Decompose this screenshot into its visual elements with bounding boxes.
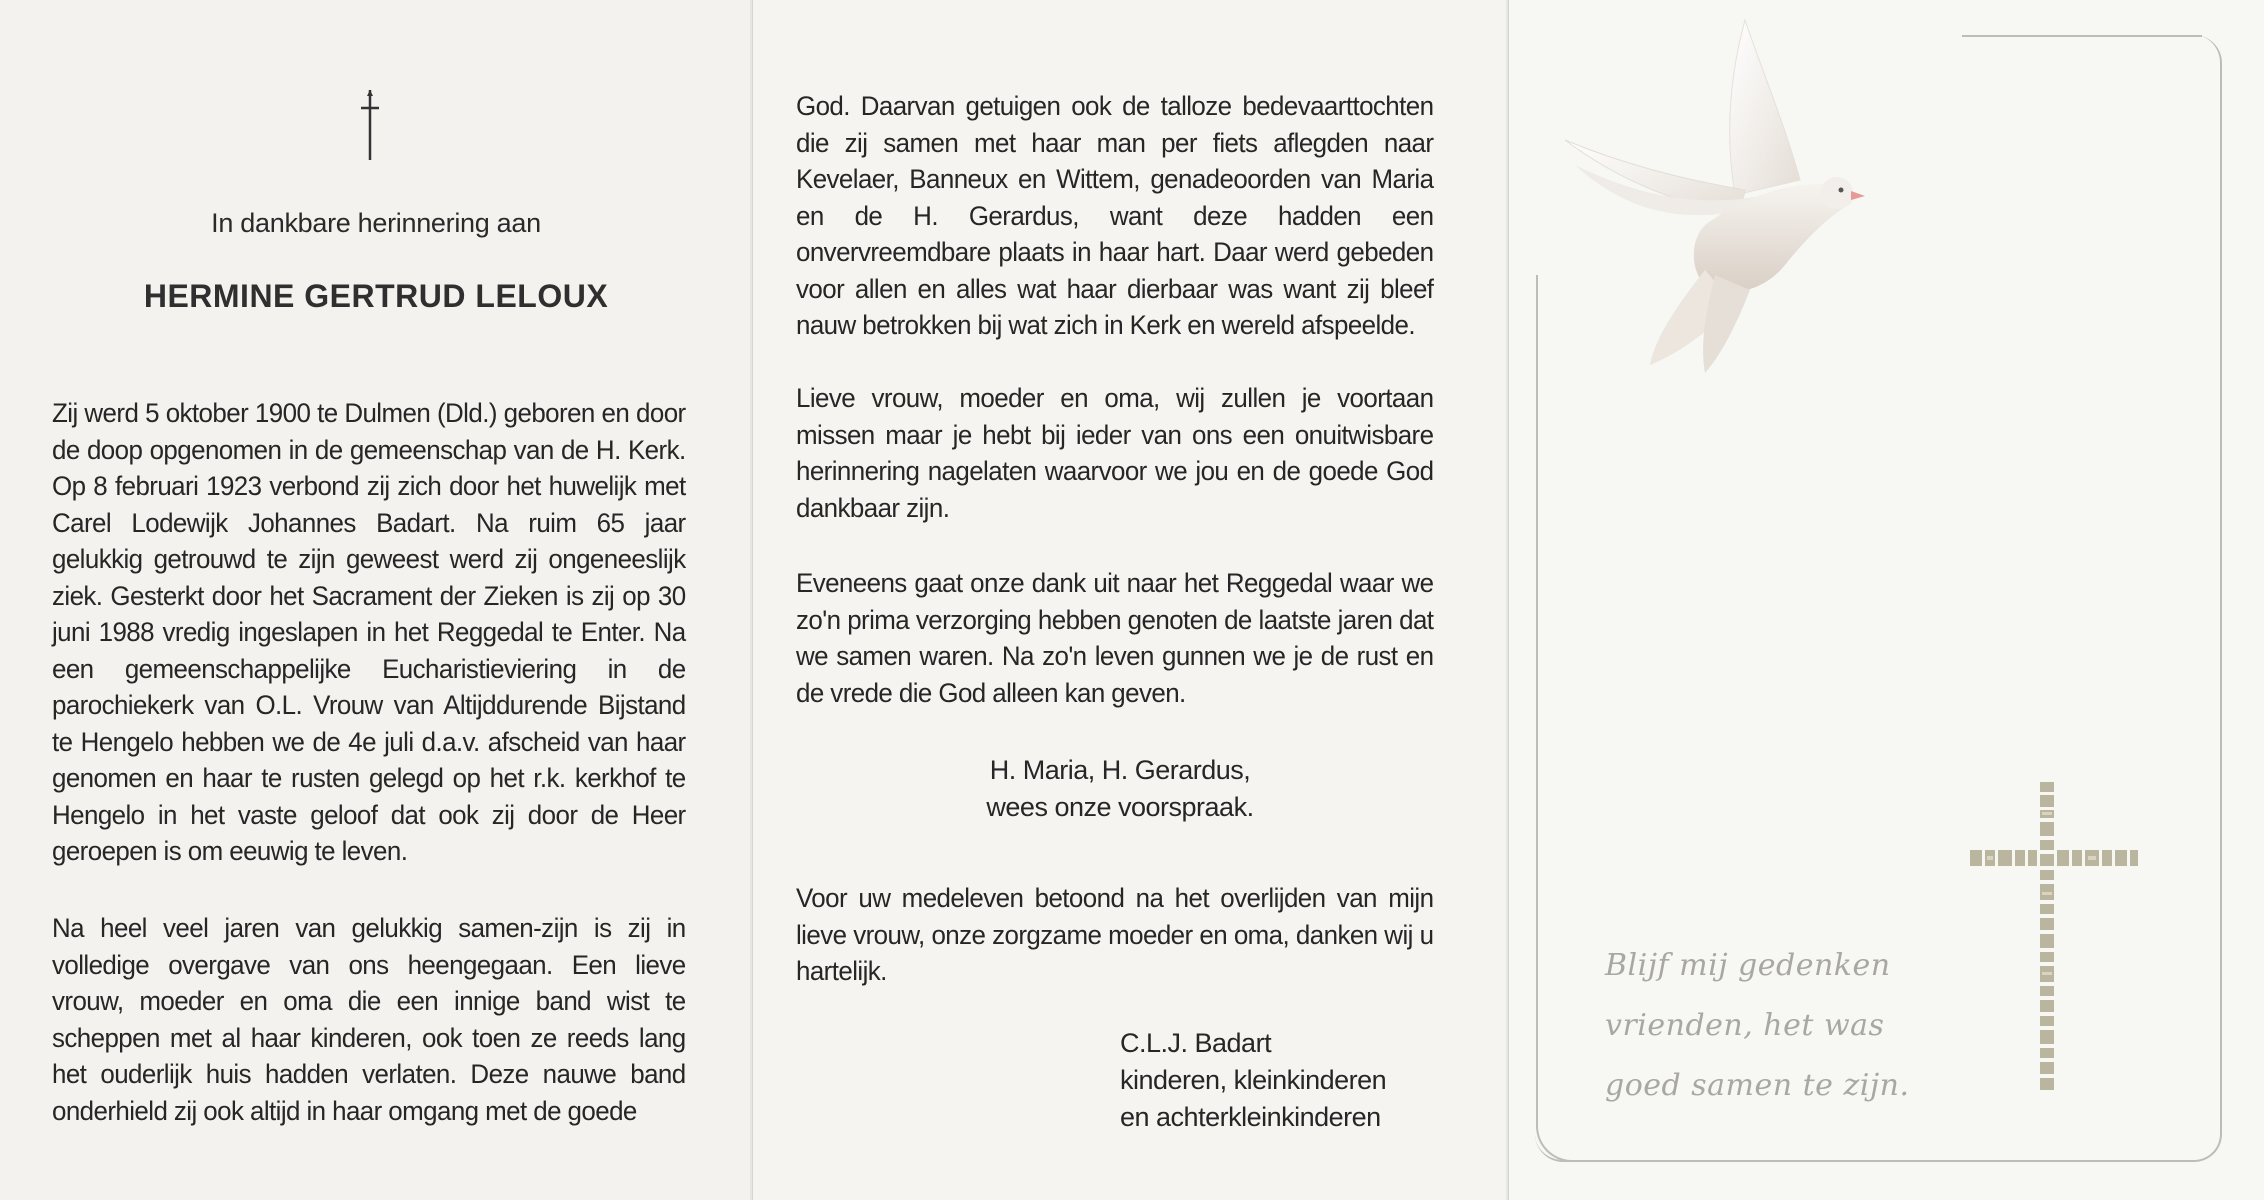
farewell-text: Lieve vrouw, moeder en oma, wij zullen je voortaan missen maar je hebt bij ieder van ons een onuitwisbare herinnering nagelaten waarvoor we jou en de goede God dankbaar zijn.: [796, 383, 1434, 523]
tribute-text: Na heel veel jaren van gelukkig samen-zijn is zij in volledige overgave van ons heengegaan. Een lieve vrouw, moeder en oma die een innige band wist te scheppen met al haar kinderen, ook toen ze reeds lang het ouderlijk huis hadden verlaten. Deze nauwe band onderhield zij ook altijd in haar omgang met de goede: [52, 913, 686, 1126]
mosaic-cross-icon: [1970, 782, 2140, 1092]
thanks-reggedal-text: Eveneens gaat onze dank uit naar het Reggedal waar we zo'n prima verzorging hebben genoten de laatste jaren dat we samen waren. Na zo'n leven gunnen we je de rust en de vrede die God alleen kan geven.: [796, 568, 1434, 708]
poem-line: goed samen te zijn.: [1605, 1068, 1910, 1103]
thanks-paragraph: [796, 880, 1433, 990]
signature: [1120, 1025, 1386, 1136]
pilgrimage-text: God. Daarvan getuigen ook de talloze bedevaarttochten die zij samen met haar man per fiets aflegden naar Kevelaer, Banneux en Wittem, genadeoorden van Maria en de H. Gerardus, want deze hadden een onvervreemdbare plaats in haar hart. Daar werd gebeden voor allen en alles wat haar dierbaar was want zij bleef nauw betrokken bij wat zich in Kerk en wereld afspeelde.: [796, 91, 1434, 340]
tribute-paragraph: [52, 910, 686, 1129]
signature-line: C.L.J. Badart: [1120, 1028, 1272, 1058]
signature-line: en achterkleinkinderen: [1120, 1102, 1381, 1132]
frame-border: [1536, 1090, 1598, 1162]
thanks-reggedal-paragraph: [796, 565, 1433, 711]
biography-text: Zij werd 5 oktober 1900 te Dulmen (Dld.) geboren en door de doop opgenomen in de gemeenschap van de H. Kerk. Op 8 februari 1923 verbond zij zich door het huwelijk met Carel Lodewijk Johannes Badart. Na ruim 65 jaar gelukkig getrouwd te zijn geweest werd zij ongeneeslijk ziek. Gesterkt door het Sacrament der Zieken is zij op 30 juni 1988 vredig ingeslapen in het Reggedal te Enter. Na een gemeenschappelijke Eucharistieviering in de parochiekerk van O.L. Vrouw van Altijddurende Bijstand te Hengelo hebben we de 4e juli d.a.v. afscheid van haar genomen en haar te rusten gelegd op het r.k. kerkhof te Hengelo in het vaste geloof dat ook zij door de Heer geroepen is om eeuwig te leven.: [52, 398, 686, 866]
farewell-paragraph: [796, 380, 1433, 526]
frame-border: [1536, 275, 1538, 1125]
poem-line: Blijf mij gedenken: [1605, 948, 1891, 983]
poem-line: vrienden, het was: [1605, 1008, 1885, 1043]
intro-text: In dankbare herinnering aan: [211, 208, 541, 238]
biography-paragraph: [52, 395, 686, 870]
dove-icon: [1555, 15, 1865, 375]
pilgrimage-paragraph: [796, 88, 1433, 344]
deceased-name: HERMINE GERTRUD LELOUX: [143, 278, 609, 314]
cross-icon: [358, 90, 382, 160]
poem: [1605, 936, 1935, 1116]
signature-line: kinderen, kleinkinderen: [1120, 1065, 1387, 1095]
fold-line: [750, 0, 753, 1200]
fold-line: [1506, 0, 1509, 1200]
prayer-line: H. Maria, H. Gerardus,: [989, 755, 1251, 785]
thanks-text: Voor uw medeleven betoond na het overlijden van mijn lieve vrouw, onze zorgzame moeder en oma, danken wij u hartelijk.: [796, 883, 1434, 986]
prayer: [900, 752, 1340, 826]
prayer-line: wees onze voorspraak.: [986, 792, 1254, 822]
